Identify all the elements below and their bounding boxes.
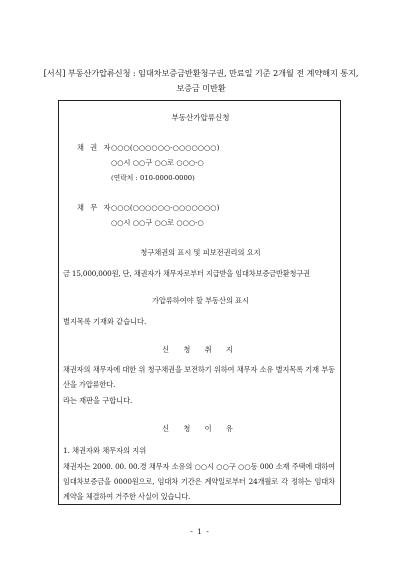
debtor-address: ○○시 ○○구 ○○로 ○○○-○ bbox=[111, 218, 204, 227]
reason-subheading: 1. 채권자와 채무자의 지위 bbox=[63, 446, 147, 455]
form-title: 부동산가압류신청 bbox=[171, 113, 230, 122]
debtor-label: 채 무 자 bbox=[77, 203, 113, 212]
creditor-contact: (연락처 : 010-0000-0000) bbox=[111, 174, 195, 182]
purpose-text: 채권자의 채무자에 대한 위 청구채권을 보전하기 위하여 채무자 소유 별지목록 기재 부동산을 가압류한다. bbox=[63, 365, 335, 389]
property-text: 별지목록 기재와 같습니다. bbox=[63, 317, 147, 326]
creditor-name: ○○○(○○○○○○-○○○○○○○) bbox=[111, 143, 220, 152]
reason-heading: 신 청 이 유 bbox=[162, 424, 239, 433]
page-number: - 1 - bbox=[190, 527, 210, 536]
property-heading: 가압류하여야 할 부동산의 표시 bbox=[151, 296, 250, 305]
claim-heading: 청구채권의 표시 및 피보전권리의 요지 bbox=[140, 248, 261, 257]
creditor-label: 채 권 자 bbox=[77, 143, 113, 152]
reason-text: 채권자는 2000. 00. 00.경 채무자 소유의 ○○시 ○○구 ○○동 000 소재 주택에 대하여 임대차보증금을 0000원으로, 임대차 기간은 계약일로부터 24개월로 각 정하는 임대차계약을 체결하여 거주한 사실이 있습니다. bbox=[63, 462, 335, 501]
document-heading: [서식] 부동산가압류신청 : 임대차보증금반환청구권, 만료일 기준 2개월 전 계약해지 통지, 보증금 미반환 bbox=[43, 68, 359, 93]
claim-text: 금 15,000,000원, 단, 채권자가 채무자로부터 지급받을 임대차보증금반환청구권 bbox=[63, 269, 310, 278]
purpose-heading: 신 청 취 지 bbox=[162, 345, 239, 354]
application-form bbox=[58, 100, 341, 505]
creditor-address: ○○시 ○○구 ○○로 ○○○-○ bbox=[111, 158, 204, 167]
purpose-closing: 라는 재판을 구합니다. bbox=[63, 396, 133, 405]
debtor-name: ○○○(○○○○○○-○○○○○○○) bbox=[111, 203, 220, 212]
